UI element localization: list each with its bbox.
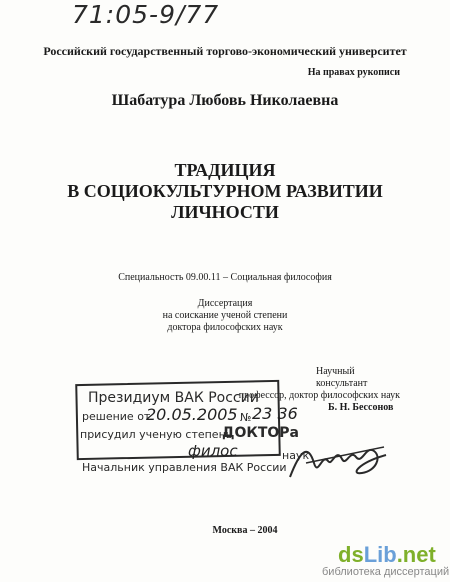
stamp-decision-date: 20.05.2005	[146, 405, 238, 424]
dissertation-title	[0, 160, 450, 223]
stamp-office: Начальник управления ВАК России	[82, 461, 287, 474]
title-line: ТРАДИЦИЯ	[174, 160, 276, 180]
stamp-decision	[82, 410, 150, 423]
advisor-degree: профессор, доктор философских наук	[238, 390, 400, 401]
watermark-ds: ds	[338, 542, 364, 567]
stamp-number: 23 36	[252, 404, 298, 423]
advisor-label: Научный консультант	[316, 366, 368, 389]
advisor-name: Б. Н. Бессонов	[328, 402, 394, 413]
dissertation-line: Диссертация	[197, 298, 253, 309]
stamp-number-label: №	[240, 411, 252, 424]
signature-icon	[286, 433, 391, 485]
watermark-lib: Lib	[363, 542, 397, 567]
dissertation-line: на соискание ученой степени	[162, 310, 288, 321]
stamp-award: присудил ученую степень	[80, 428, 233, 441]
author-name: Шабатура Любовь Николаевна	[111, 92, 339, 109]
stamp-field: филос	[188, 442, 238, 460]
archive-number: 71:05-9/77	[72, 0, 220, 29]
watermark-net: .net	[396, 542, 436, 567]
watermark-subtitle: библиотека диссертаций	[322, 566, 450, 578]
university-name: Российский государственный торгово-экономический университет	[43, 44, 407, 58]
specialty: Специальность 09.00.11 – Социальная философия	[118, 272, 332, 283]
stamp-degree: ДОКТОРа	[222, 425, 299, 441]
watermark-logo	[338, 544, 436, 566]
title-line: ЛИЧНОСТИ	[171, 202, 279, 222]
title-line: В СОЦИОКУЛЬТУРНОМ РАЗВИТИИ	[67, 181, 383, 201]
stamp-decision-prefix: решение от	[82, 410, 151, 423]
manuscript-note: На правах рукописи	[307, 67, 400, 78]
dissertation-info	[0, 298, 450, 334]
stamp-presidium: Президиум ВАК России	[88, 390, 259, 406]
stamp-sciences: наук	[282, 449, 310, 462]
dissertation-line: доктора философских наук	[167, 322, 283, 333]
city-year: Москва – 2004	[212, 525, 278, 536]
